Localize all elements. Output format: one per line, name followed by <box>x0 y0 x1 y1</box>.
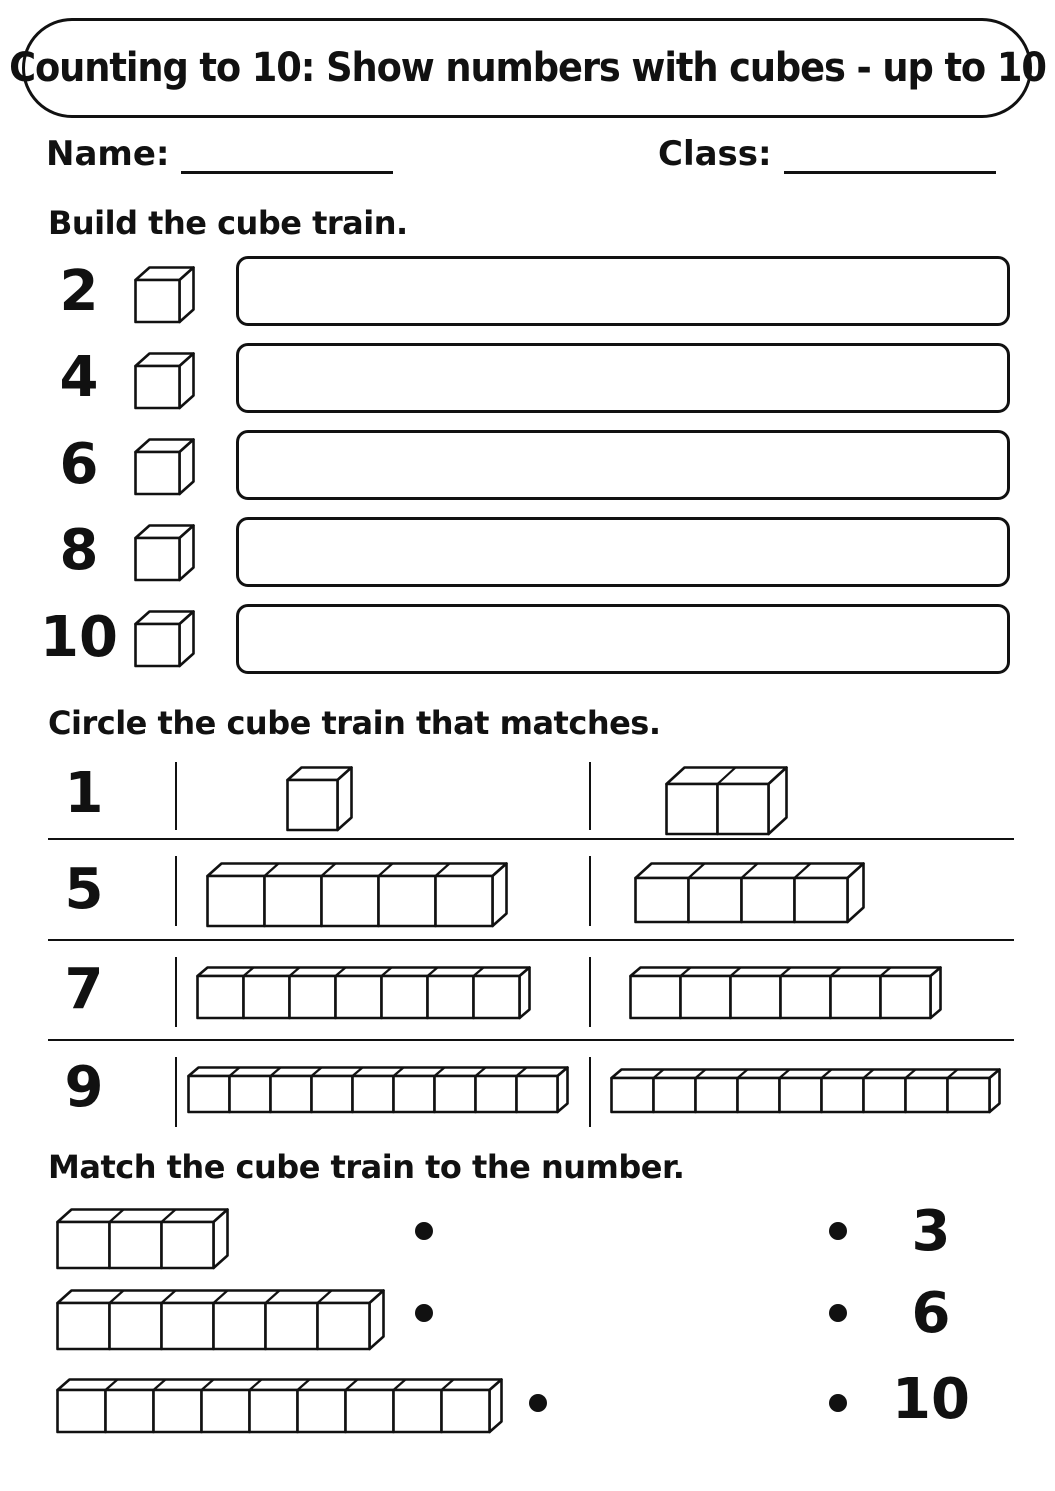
cube-front-face <box>436 876 493 926</box>
cube-front-face <box>189 1076 230 1112</box>
cube-front-face <box>881 976 931 1018</box>
cube-front-face <box>822 1078 864 1112</box>
cube-front-face <box>202 1390 250 1432</box>
cube-front-face <box>336 976 382 1018</box>
match-cube-train[interactable] <box>56 1378 500 1434</box>
class-label: Class: <box>658 134 772 174</box>
cube-front-face <box>948 1078 990 1112</box>
circle-number: 1 <box>64 761 104 826</box>
cube-front-face <box>742 878 795 922</box>
build-number: 4 <box>59 345 99 410</box>
cube-icon <box>134 610 196 668</box>
cube-front-face <box>244 976 290 1018</box>
cube-train-side-face <box>931 968 941 1019</box>
cube-front-face <box>318 1303 370 1349</box>
cube-front-face <box>290 976 336 1018</box>
cube-front-face <box>298 1390 346 1432</box>
row-divider <box>48 1039 1014 1041</box>
section3-heading: Match the cube train to the number. <box>48 1148 685 1186</box>
cube-front-face <box>780 1078 822 1112</box>
cube-front-face <box>136 366 180 408</box>
cube-front-face <box>154 1390 202 1432</box>
cube-train-answer-box[interactable] <box>236 604 1010 674</box>
section1-heading: Build the cube train. <box>48 204 408 242</box>
column-divider <box>589 957 591 1027</box>
build-number: 6 <box>59 432 99 497</box>
name-field <box>46 134 393 174</box>
match-left-dot[interactable] <box>415 1304 433 1322</box>
name-label: Name: <box>46 134 170 174</box>
build-number: 2 <box>59 259 99 324</box>
cube-front-face <box>435 1076 476 1112</box>
cube-front-face <box>136 280 180 322</box>
class-write-line[interactable] <box>784 141 996 174</box>
cube-train-option[interactable] <box>187 1066 571 1114</box>
name-write-line[interactable] <box>181 141 393 174</box>
cube-front-face <box>162 1222 214 1268</box>
column-divider <box>589 762 591 830</box>
cube-front-face <box>689 878 742 922</box>
cube-front-face <box>428 976 474 1018</box>
cube-train-side-face <box>338 768 352 831</box>
section2-heading: Circle the cube train that matches. <box>48 704 661 742</box>
cube-front-face <box>681 976 731 1018</box>
circle-number: 5 <box>64 857 104 922</box>
cube-front-face <box>136 538 180 580</box>
cube-front-face <box>353 1076 394 1112</box>
cube-front-face <box>654 1078 696 1112</box>
column-divider <box>175 957 177 1027</box>
column-divider <box>589 1057 591 1127</box>
cube-front-face <box>106 1390 154 1432</box>
cube-front-face <box>58 1303 110 1349</box>
cube-front-face <box>288 780 338 830</box>
match-right-dot[interactable] <box>829 1394 847 1412</box>
row-divider <box>48 939 1014 941</box>
cube-icon <box>134 438 196 496</box>
cube-front-face <box>864 1078 906 1112</box>
row-divider <box>48 838 1014 840</box>
cube-front-face <box>265 876 322 926</box>
match-number: 6 <box>911 1281 951 1346</box>
cube-front-face <box>162 1303 214 1349</box>
column-divider <box>589 856 591 926</box>
cube-front-face <box>271 1076 312 1112</box>
class-field <box>658 134 996 174</box>
cube-train-top-face <box>208 864 507 877</box>
cube-front-face <box>58 1390 106 1432</box>
cube-front-face <box>394 1076 435 1112</box>
cube-front-face <box>906 1078 948 1112</box>
cube-front-face <box>781 976 831 1018</box>
title-banner <box>8 18 1046 118</box>
match-number: 10 <box>892 1367 970 1432</box>
build-number: 10 <box>40 605 118 670</box>
cube-front-face <box>312 1076 353 1112</box>
cube-front-face <box>636 878 689 922</box>
build-number: 8 <box>59 518 99 583</box>
cube-train-side-face <box>490 1380 502 1433</box>
cube-front-face <box>110 1222 162 1268</box>
cube-front-face <box>442 1390 490 1432</box>
column-divider <box>175 1057 177 1127</box>
circle-number: 9 <box>64 1055 104 1120</box>
cube-front-face <box>718 784 769 834</box>
cube-train-side-face <box>493 864 507 927</box>
cube-train-top-face <box>58 1210 228 1223</box>
cube-front-face <box>110 1303 162 1349</box>
cube-train-option[interactable] <box>206 862 512 924</box>
cube-train-answer-box[interactable] <box>236 256 1010 326</box>
cube-front-face <box>58 1222 110 1268</box>
cube-front-face <box>612 1078 654 1112</box>
cube-front-face <box>198 976 244 1018</box>
cube-front-face <box>136 624 180 666</box>
circle-number: 7 <box>64 957 104 1022</box>
match-number: 3 <box>911 1199 951 1264</box>
cube-front-face <box>379 876 436 926</box>
cube-front-face <box>667 784 718 834</box>
cube-front-face <box>322 876 379 926</box>
cube-front-face <box>631 976 681 1018</box>
cube-icon <box>134 524 196 582</box>
cube-train-option[interactable] <box>629 966 949 1018</box>
cube-front-face <box>476 1076 517 1112</box>
page-title: Counting to 10: Show numbers with cubes - up to 10 <box>8 45 1046 91</box>
cube-train-option[interactable] <box>665 766 790 828</box>
cube-front-face <box>831 976 881 1018</box>
cube-train-answer-box[interactable] <box>236 343 1010 413</box>
cube-train-side-face <box>558 1068 568 1113</box>
cube-train-option[interactable] <box>634 862 870 924</box>
cube-front-face <box>474 976 520 1018</box>
match-right-dot[interactable] <box>829 1222 847 1240</box>
cube-front-face <box>346 1390 394 1432</box>
cube-train-answer-box[interactable] <box>236 517 1010 587</box>
cube-front-face <box>795 878 848 922</box>
cube-front-face <box>214 1303 266 1349</box>
match-left-dot[interactable] <box>529 1394 547 1412</box>
cube-front-face <box>696 1078 738 1112</box>
cube-train-side-face <box>520 968 530 1019</box>
cube-front-face <box>250 1390 298 1432</box>
cube-train-option[interactable] <box>286 766 356 828</box>
cube-train-answer-box[interactable] <box>236 430 1010 500</box>
cube-icon <box>134 266 196 324</box>
column-divider <box>175 856 177 926</box>
match-right-dot[interactable] <box>829 1304 847 1322</box>
cube-front-face <box>136 452 180 494</box>
column-divider <box>175 762 177 830</box>
cube-front-face <box>738 1078 780 1112</box>
cube-front-face <box>266 1303 318 1349</box>
cube-front-face <box>230 1076 271 1112</box>
cube-front-face <box>731 976 781 1018</box>
cube-front-face <box>517 1076 558 1112</box>
match-cube-train[interactable] <box>56 1208 238 1266</box>
cube-train-option[interactable] <box>196 966 538 1018</box>
cube-train-side-face <box>990 1070 1000 1113</box>
cube-front-face <box>382 976 428 1018</box>
match-left-dot[interactable] <box>415 1222 433 1240</box>
cube-train-option[interactable] <box>610 1068 1002 1114</box>
cube-train-top-face <box>58 1380 502 1391</box>
cube-icon <box>134 352 196 410</box>
cube-front-face <box>208 876 265 926</box>
cube-front-face <box>394 1390 442 1432</box>
match-cube-train[interactable] <box>56 1289 392 1349</box>
